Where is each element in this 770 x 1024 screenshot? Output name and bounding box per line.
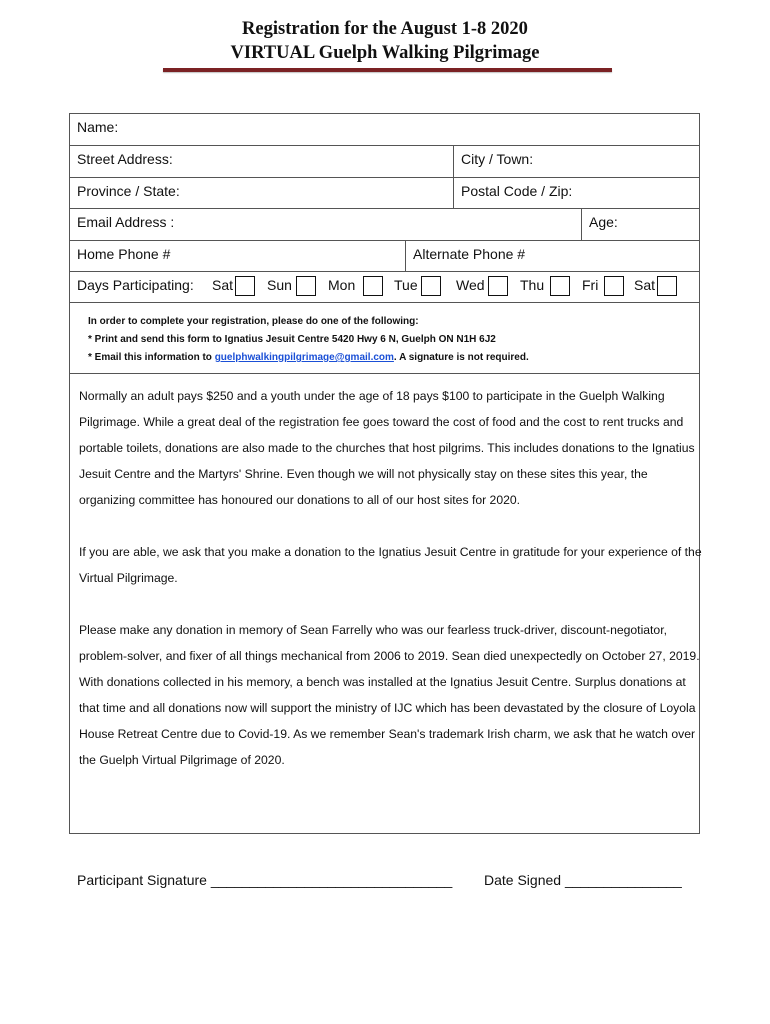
name-field[interactable]: [70, 114, 699, 145]
form-title: [0, 17, 770, 65]
age-field[interactable]: [581, 209, 699, 240]
day-checkbox-mon[interactable]: [363, 276, 383, 296]
day-label-fri: Fri: [582, 277, 599, 293]
row-province: [70, 178, 699, 209]
row-name: [70, 114, 699, 146]
paragraph-registration-fee: Normally an adult pays $250 and a youth under the age of 18 pays $100 to participate in the Guelph Walking Pilgrimage. While a great deal of the registration fee goes toward the cost of food and the cost to rent trucks and portable toilets, donations are also made to the churches that host pilgrims. This includes donations to the Ignatius Jesuit Centre and the Martyrs' Shrine. Even though we will not physically stay on these sites this year, the organizing committee has honoured our donations to all of our host sites for 2020.: [79, 389, 695, 507]
age-label: Age:: [589, 214, 618, 230]
alternate-phone-label: Alternate Phone #: [413, 246, 526, 262]
day-checkbox-fri[interactable]: [604, 276, 624, 296]
day-label-thu: Thu: [520, 277, 545, 293]
instructions-block: [88, 313, 529, 367]
email-label: Email Address :: [77, 214, 175, 230]
days-label: Days Participating:: [77, 277, 194, 293]
instructions-email-line: [88, 349, 529, 367]
street-address-label: Street Address:: [77, 151, 173, 167]
instructions-heading: In order to complete your registration, please do one of the following:: [88, 316, 419, 327]
home-phone-field[interactable]: [70, 241, 406, 271]
title-underline: [163, 68, 612, 72]
paragraph-sean-farrelly: Please make any donation in memory of Sean Farrelly who was our fearless truck-driver, discount-negotiator, problem-solver, and fixer of all things mechanical from 2006 to 2019. Sean died unexpectedly on October 27, 2019. With donations collected in his memory, a bench was installed at the Ignatius Jesuit Centre. Surplus donations at that time and all donations now will support the ministry of IJC which has been devastated by the closure of Loyola House Retreat Centre due to Covid-19. As we remember Sean's trademark Irish charm, we ask that he watch over the Guelph Virtual Pilgrimage of 2020.: [79, 623, 700, 767]
instructions-email-prefix: * Email this information to: [88, 352, 215, 363]
participant-signature-line[interactable]: Participant Signature _______________________________: [77, 872, 453, 888]
row-days: [70, 272, 699, 303]
alternate-phone-field[interactable]: [405, 241, 699, 271]
province-label: Province / State:: [77, 183, 180, 199]
day-checkbox-sun[interactable]: [296, 276, 316, 296]
city-field[interactable]: [453, 146, 699, 177]
registration-form: [69, 113, 700, 834]
day-checkbox-sat-2[interactable]: [657, 276, 677, 296]
day-label-tue: Tue: [394, 277, 418, 293]
street-address-field[interactable]: [70, 146, 454, 177]
instructions-email-suffix: . A signature is not required.: [393, 352, 529, 363]
name-label: Name:: [77, 119, 119, 135]
title-line-2: VIRTUAL Guelph Walking Pilgrimage: [230, 43, 540, 63]
day-label-mon: Mon: [328, 277, 356, 293]
date-signed-line[interactable]: Date Signed _______________: [484, 872, 682, 888]
day-label-wed: Wed: [456, 277, 485, 293]
email-field[interactable]: [70, 209, 582, 240]
home-phone-label: Home Phone #: [77, 246, 171, 262]
email-link[interactable]: guelphwalkingpilgrimage@gmail.com: [214, 352, 394, 363]
day-label-sat-2: Sat: [634, 277, 656, 293]
day-label-sun: Sun: [267, 277, 292, 293]
day-checkbox-sat-1[interactable]: [235, 276, 255, 296]
row-address: [70, 146, 699, 178]
day-checkbox-wed[interactable]: [488, 276, 508, 296]
row-phone: [70, 241, 699, 272]
city-label: City / Town:: [461, 151, 534, 167]
day-checkbox-tue[interactable]: [421, 276, 441, 296]
row-email: [70, 209, 699, 241]
instructions-print-line: * Print and send this form to Ignatius Jesuit Centre 5420 Hwy 6 N, Guelph ON N1H 6J2: [88, 334, 496, 345]
postal-code-field[interactable]: [453, 178, 699, 208]
day-label-sat-1: Sat: [212, 277, 234, 293]
province-field[interactable]: [70, 178, 454, 208]
postal-code-label: Postal Code / Zip:: [461, 183, 573, 199]
day-checkbox-thu[interactable]: [550, 276, 570, 296]
paragraph-donation-request: If you are able, we ask that you make a donation to the Ignatius Jesuit Centre in gratitude for your experience of the Virtual Pilgrimage.: [79, 545, 702, 585]
title-line-1: Registration for the August 1-8 2020: [242, 19, 528, 39]
